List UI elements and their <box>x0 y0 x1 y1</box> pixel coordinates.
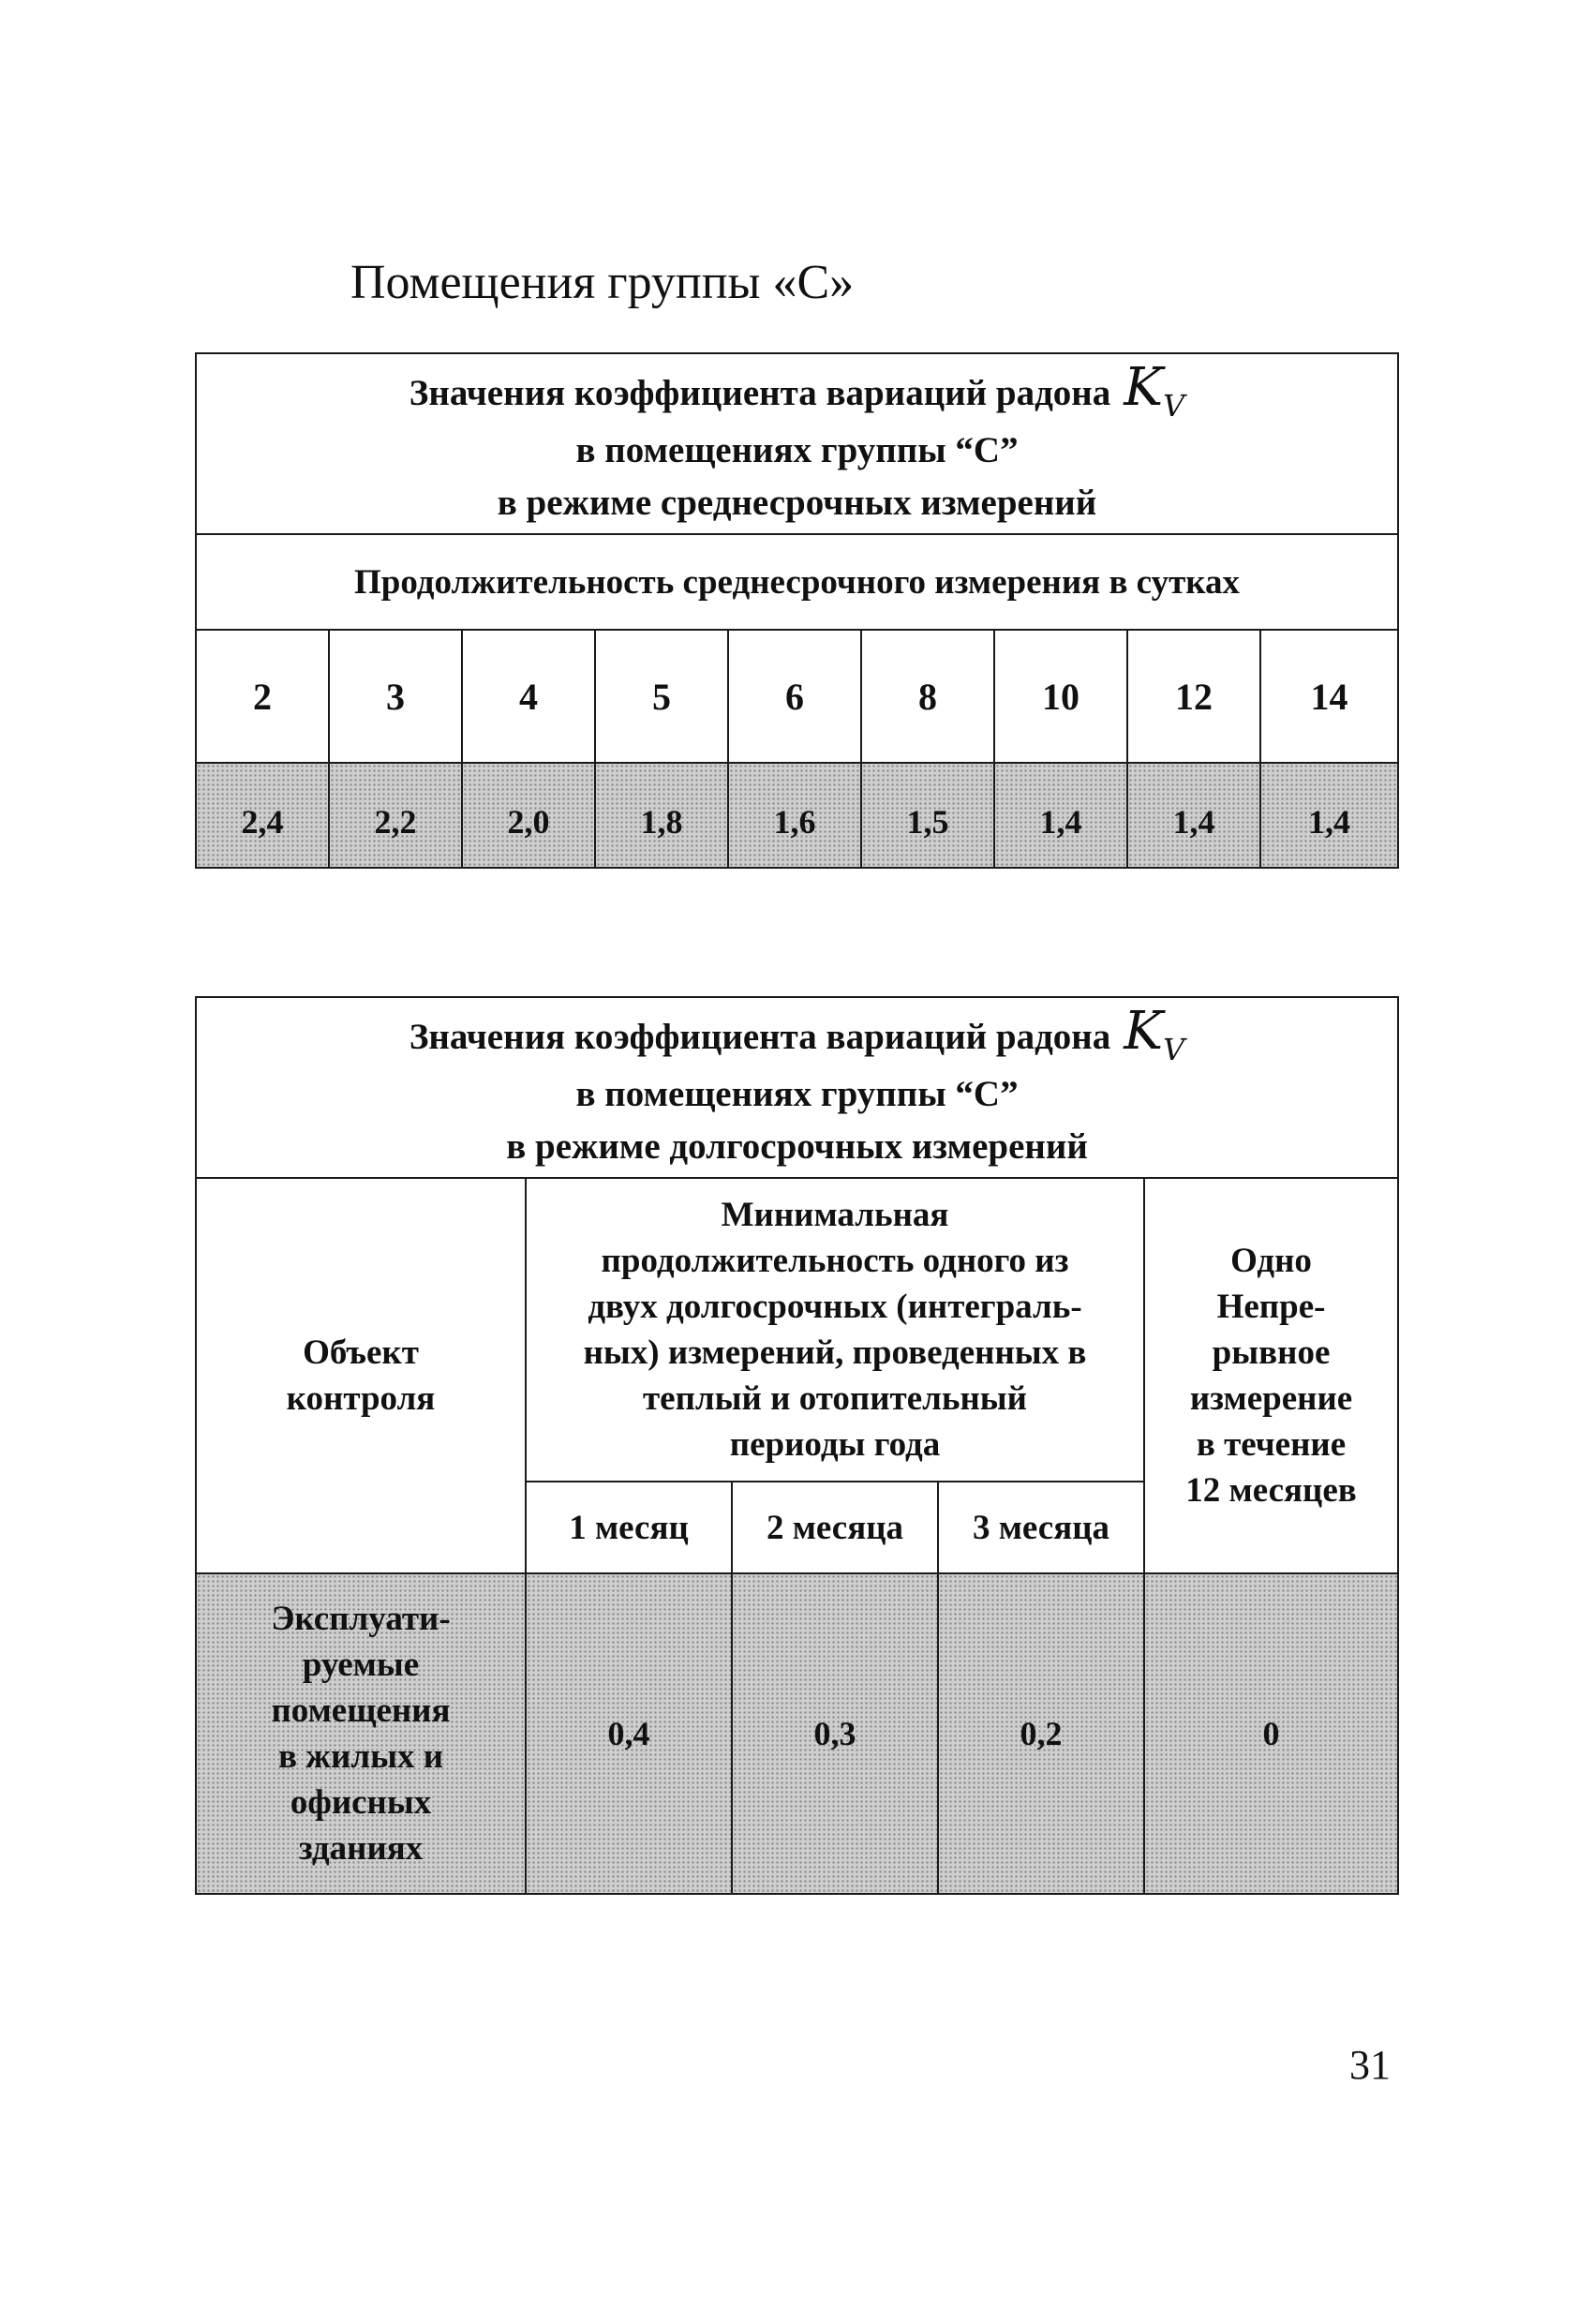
caption-line-2: в помещениях группы “С” <box>575 1074 1019 1114</box>
period-cell: 3 месяца <box>938 1482 1144 1573</box>
days-cell: 10 <box>994 630 1127 763</box>
kv-symbol <box>1124 357 1185 424</box>
continuous-header-line: измерение <box>1189 1379 1353 1418</box>
object-name-line: Эксплуати- <box>271 1600 451 1638</box>
kv-value-cell: 1,4 <box>994 763 1127 868</box>
kv-value-cell: 0,3 <box>732 1573 938 1894</box>
continuous-header <box>1144 1178 1398 1573</box>
kv-value-cell: 0,2 <box>938 1573 1144 1894</box>
duration-header <box>526 1178 1144 1482</box>
kv-letter: K <box>1124 357 1164 418</box>
duration-header-line: Минимальная <box>721 1196 949 1234</box>
object-name-line: помещения <box>271 1691 451 1730</box>
object-header <box>196 1178 526 1573</box>
long-table-caption <box>196 997 1398 1178</box>
days-cell: 12 <box>1127 630 1260 763</box>
kv-value-cell: 1,5 <box>861 763 994 868</box>
kv-subscript: V <box>1163 1032 1185 1067</box>
continuous-header-line: рывное <box>1212 1333 1331 1372</box>
days-cell: 3 <box>329 630 462 763</box>
kv-value-cell: 1,4 <box>1127 763 1260 868</box>
kv-value-cell: 1,4 <box>1260 763 1398 868</box>
kv-subscript: V <box>1163 388 1185 424</box>
duration-header-line: периоды года <box>729 1425 941 1464</box>
object-name-line: в жилых и <box>277 1737 444 1776</box>
page-number: 31 <box>1349 2042 1391 2088</box>
kv-value-cell: 1,8 <box>595 763 728 868</box>
continuous-header-line: в течение <box>1196 1425 1347 1464</box>
object-header-line: контроля <box>286 1379 436 1418</box>
long-values-row <box>196 1573 1398 1894</box>
kv-value-cell: 2,2 <box>329 763 462 868</box>
caption-line-1: Значения коэффициента вариаций радона <box>409 1017 1111 1057</box>
days-cell: 2 <box>196 630 329 763</box>
caption-line-1: Значения коэффициента вариаций радона <box>409 373 1111 413</box>
continuous-header-line: Одно <box>1230 1242 1312 1280</box>
days-cell: 4 <box>462 630 595 763</box>
period-cell: 2 месяца <box>732 1482 938 1573</box>
object-name-cell <box>196 1573 526 1894</box>
days-cell: 5 <box>595 630 728 763</box>
days-row <box>196 630 1398 763</box>
medium-table-caption <box>196 353 1398 534</box>
duration-subheader: Продолжительность среднесрочного измерения в сутках <box>196 534 1398 630</box>
period-cell: 1 месяц <box>526 1482 732 1573</box>
duration-header-line: продолжительность одного из <box>601 1242 1069 1280</box>
kv-value-cell: 0,4 <box>526 1573 732 1894</box>
object-name-line: зданиях <box>298 1829 424 1868</box>
kv-symbol <box>1124 1001 1185 1067</box>
days-cell: 6 <box>728 630 861 763</box>
kv-value-cell: 1,6 <box>728 763 861 868</box>
continuous-header-line: 12 месяцев <box>1185 1471 1357 1510</box>
duration-header-line: теплый и отопительный <box>643 1379 1027 1418</box>
days-cell: 8 <box>861 630 994 763</box>
kv-value-cell: 0 <box>1144 1573 1398 1894</box>
caption-line-2: в помещениях группы “С” <box>575 430 1019 470</box>
page-heading: Помещения группы «С» <box>350 256 855 309</box>
kv-value-cell: 2,4 <box>196 763 329 868</box>
object-name-line: руемые <box>302 1646 420 1684</box>
continuous-header-line: Непре- <box>1216 1288 1326 1326</box>
values-row <box>196 763 1398 868</box>
object-header-line: Объект <box>303 1333 419 1372</box>
long-term-table <box>195 996 1399 1895</box>
duration-header-line: двух долгосрочных (интеграль- <box>588 1288 1082 1326</box>
duration-header-line: ных) измерений, проведенных в <box>583 1333 1087 1372</box>
caption-line-3: в режиме долгосрочных измерений <box>506 1126 1088 1167</box>
caption-line-3: в режиме среднесрочных измерений <box>497 483 1097 523</box>
object-name-line: офисных <box>290 1783 432 1822</box>
kv-value-cell: 2,0 <box>462 763 595 868</box>
days-cell: 14 <box>1260 630 1398 763</box>
kv-letter: K <box>1124 1001 1164 1062</box>
medium-term-table <box>195 352 1399 869</box>
